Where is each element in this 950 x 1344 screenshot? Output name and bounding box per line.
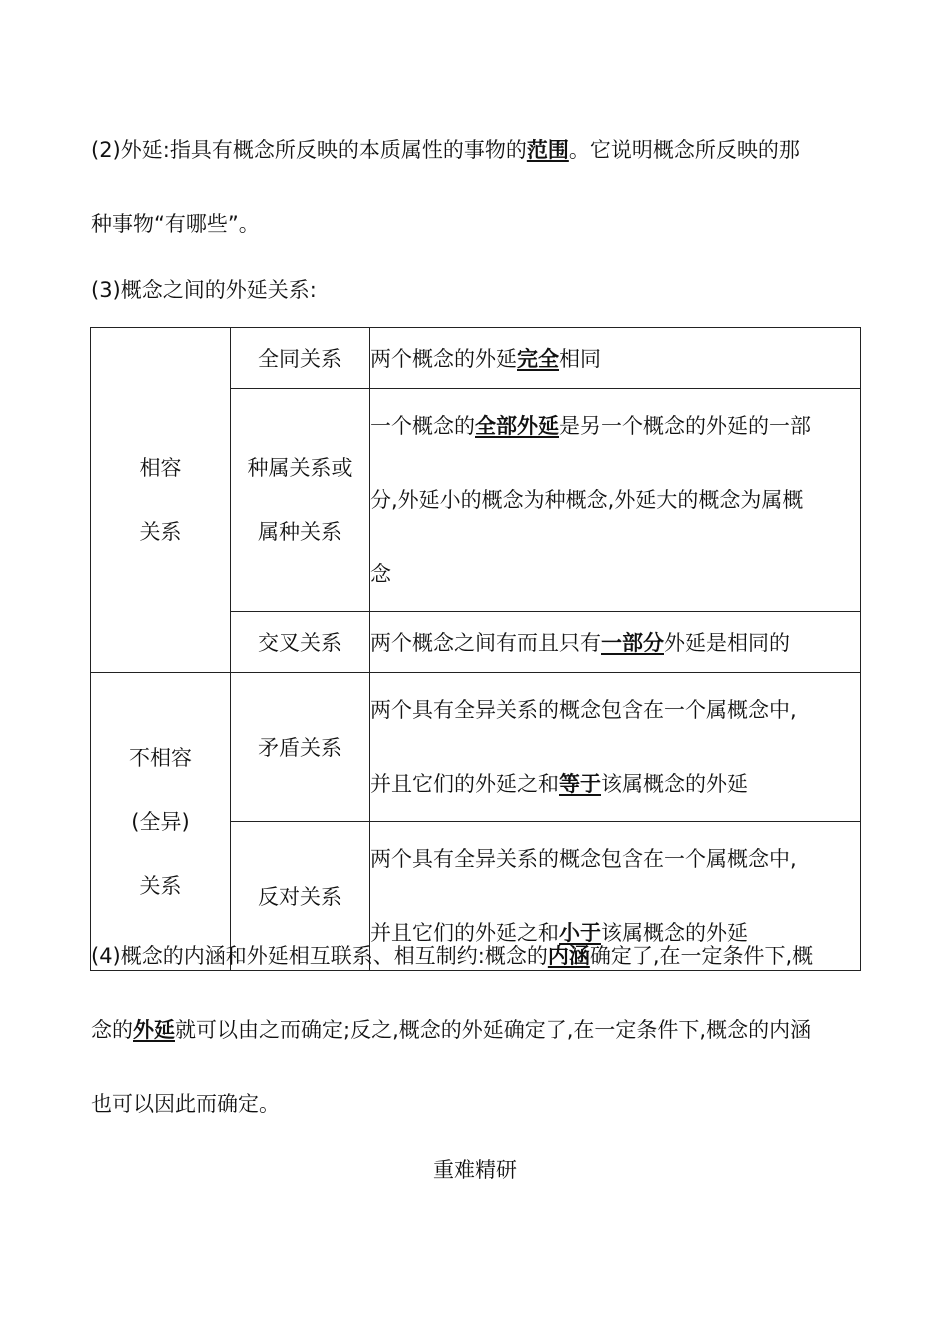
genus-species-name-line1: 种属关系或: [247, 456, 353, 480]
para4-line2-rest: 就可以由之而确定;反之,概念的外延确定了,在一定条件下,概念的内涵: [175, 1018, 812, 1042]
contrary-desc-line1: 两个具有全异关系的概念包含在一个属概念中,: [370, 847, 797, 871]
para2-highlight-range: 范围: [526, 138, 569, 162]
para2-line2: 种事物“有哪些”。: [91, 212, 260, 236]
extension-relations-table: [90, 327, 861, 971]
contrary-desc-highlight: 小于: [559, 921, 601, 945]
contradictory-desc-rest: 该属概念的外延: [601, 772, 748, 796]
para4-line1: [91, 941, 813, 971]
genus-species-relation-desc: [370, 389, 861, 612]
para2-line1-rest: 。它说明概念所反映的那: [568, 138, 800, 162]
contradictory-desc-line1: 两个具有全异关系的概念包含在一个属概念中,: [370, 698, 797, 722]
contrary-desc-rest: 该属概念的外延: [601, 921, 748, 945]
identity-desc-rest: 相同: [559, 347, 601, 371]
identity-relation-name: 全同关系: [231, 328, 370, 389]
incompatible-label-line2: (全异): [131, 809, 190, 834]
genus-species-desc-line1: [370, 389, 860, 463]
identity-desc-highlight: 完全: [517, 347, 559, 371]
para4-line2: [91, 1015, 811, 1045]
para4-line1-text: (4)概念的内涵和外延相互联系、相互制约:概念的: [91, 944, 548, 968]
section-heading: 重难精研: [433, 1158, 517, 1182]
contradictory-relation-desc: [370, 673, 861, 822]
table-row-contradictory: [91, 673, 861, 822]
genus-species-desc-rest: 是另一个概念的外延的一部: [559, 414, 811, 438]
identity-relation-desc: [370, 328, 861, 389]
para4-line3: 也可以因此而确定。: [91, 1092, 280, 1116]
genus-species-desc-highlight: 全部外延: [475, 414, 559, 438]
contradictory-desc-text: 并且它们的外延之和: [370, 772, 559, 796]
identity-desc-text: 两个概念的外延: [370, 347, 517, 371]
incompatible-label-line1: 不相容: [129, 745, 192, 770]
para3-title: (3)概念之间的外延关系:: [91, 278, 317, 302]
intersection-desc-rest: 外延是相同的: [664, 631, 790, 655]
para2-line1: [91, 135, 800, 165]
incompatible-relation-cell: [91, 673, 231, 971]
genus-species-name-line2: 属种关系: [258, 520, 342, 544]
intersection-relation-name: 交叉关系: [231, 612, 370, 673]
para4-line2-text: 念的: [91, 1018, 133, 1042]
para4-highlight-extension: 外延: [133, 1018, 175, 1042]
table-row-identity: [91, 328, 861, 389]
contradictory-relation-name: 矛盾关系: [231, 673, 370, 822]
genus-species-desc-line3: 念: [370, 562, 391, 586]
compatible-label-line1: 相容: [139, 456, 182, 480]
incompatible-label-line3: 关系: [139, 873, 182, 898]
genus-species-desc-text: 一个概念的: [370, 414, 475, 438]
para2-line1-text: (2)外延:指具有概念所反映的本质属性的事物的: [91, 138, 527, 162]
genus-species-desc-line2: 分,外延小的概念为种概念,外延大的概念为属概: [370, 488, 804, 512]
intersection-desc-highlight: 一部分: [601, 631, 664, 655]
intersection-relation-desc: [370, 612, 861, 673]
para4-line1-rest: 确定了,在一定条件下,概: [589, 944, 814, 968]
para4-highlight-intension: 内涵: [547, 944, 590, 968]
contrary-desc-text: 并且它们的外延之和: [370, 921, 559, 945]
compatible-relation-cell: [91, 328, 231, 673]
contradictory-desc-highlight: 等于: [559, 772, 601, 796]
contrary-relation-name: 反对关系: [231, 822, 370, 971]
compatible-label-line2: 关系: [139, 520, 182, 544]
genus-species-relation-name: [231, 389, 370, 612]
intersection-desc-text: 两个概念之间有而且只有: [370, 631, 601, 655]
contradictory-desc-line2: [370, 747, 860, 821]
